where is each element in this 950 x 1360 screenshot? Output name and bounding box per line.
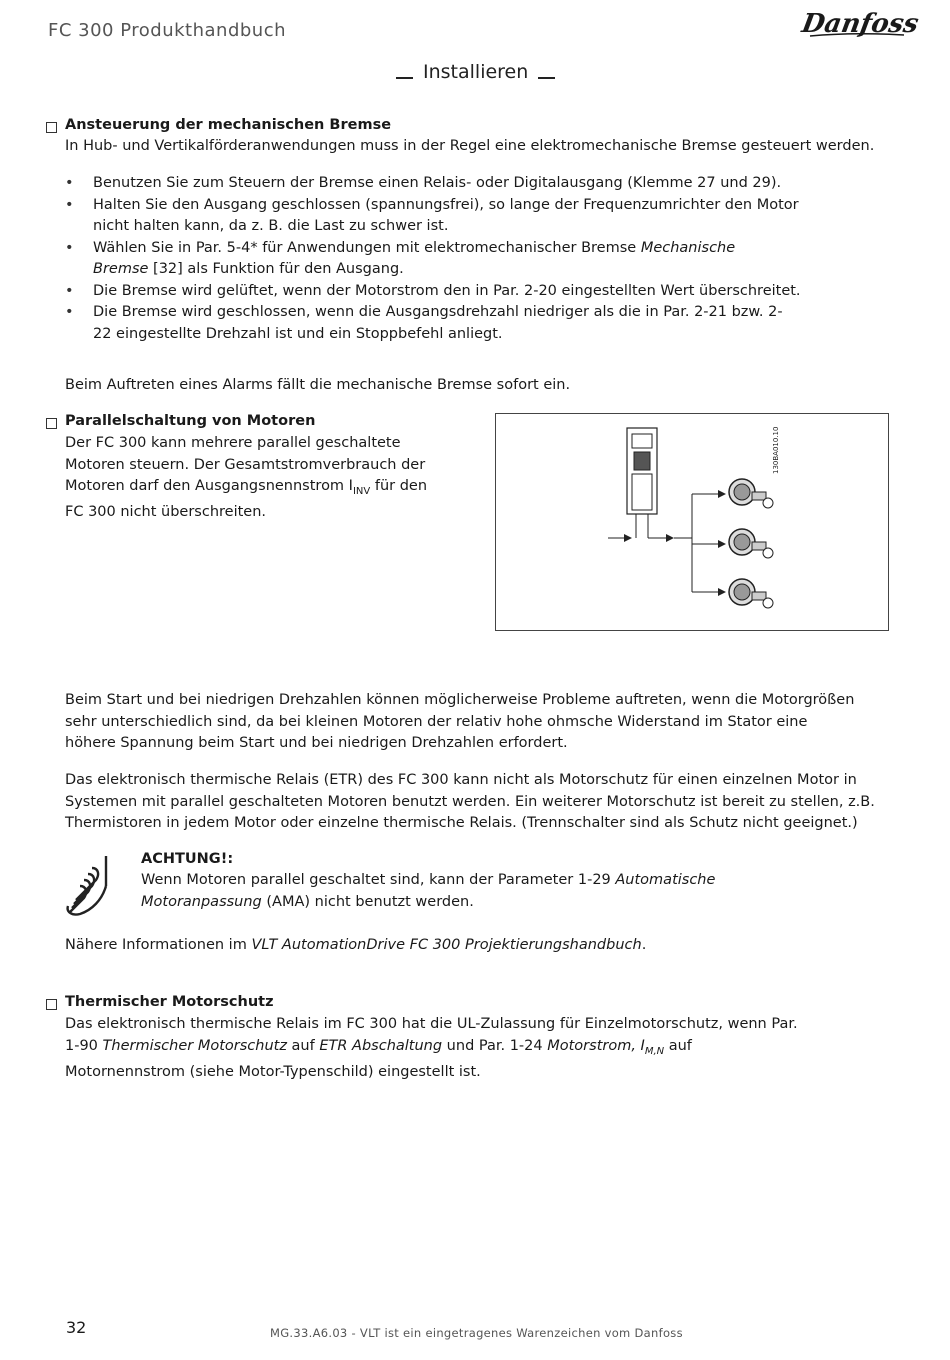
parallel-text-main: Der FC 300 kann mehrere parallel geschaltete Motoren steuern. Der Gesamtstromverbrauch der Motoren darf den Ausgangsnennstrom I <box>65 435 426 494</box>
thermal-text-part: Das elektronisch thermische Relais im FC 300 hat die UL-Zulassung für Einzelmotorschutz, wenn Par. 1-90 <box>65 1016 798 1054</box>
list-item: • Benutzen Sie zum Steuern der Bremse einen Relais- oder Digitalausgang (Klemme 27 und 29). <box>65 173 855 195</box>
list-item-text: Wählen Sie in Par. 5-4* für Anwendungen mit elektromechanischer Bremse <box>93 239 641 256</box>
thermal-text-part: auf <box>286 1037 320 1054</box>
list-item <box>65 195 823 238</box>
thermal-text-sub: M,N <box>644 1045 665 1057</box>
list-item: • Die Bremse wird gelüftet, wenn der Motorstrom den in Par. 2-20 eingestellten Wert überschreitet. <box>65 281 855 303</box>
more-info-italic: VLT AutomationDrive FC 300 Projektierungshandbuch <box>251 937 642 953</box>
pointing-hand-icon <box>62 852 114 918</box>
checkbox-bullet <box>46 418 57 429</box>
list-item-text: Halten Sie den Ausgang geschlossen (spannungsfrei), so lange der Frequenzumrichter den Motor nicht halten kann, da z. B. die Last zu schwer ist. <box>93 196 799 234</box>
page-number: 32 <box>66 1318 87 1337</box>
manual-title: FC 300 Produkthandbuch <box>48 20 287 41</box>
checkbox-bullet <box>46 122 57 133</box>
section-title <box>386 61 565 83</box>
thermal-text-part: auf Motornennstrom (siehe Motor-Typenschild) eingestellt ist. <box>65 1037 692 1080</box>
note-text-main: Wenn Motoren parallel geschaltet sind, kann der Parameter 1-29 <box>141 872 616 888</box>
more-info-end: . <box>641 937 647 953</box>
parallel-text <box>65 433 435 524</box>
parallel-heading: Parallelschaltung von Motoren <box>65 413 316 429</box>
etr-text: Das elektronisch thermische Relais (ETR) des FC 300 kann nicht als Motorschutz für einen einzelnen Motor in Systemen mit parallel geschalteten Motoren benutzt werden. Ein weiterer Motorschutz ist bereit zu stellen, z.B. Thermistoren in jedem Motor oder einzelne thermische Relais. (Trennschalter sind als Schutz nicht geeignet.) <box>65 772 875 831</box>
thermal-text-italic: ETR Abschaltung <box>319 1037 443 1054</box>
list-item <box>65 238 793 281</box>
parallel-text-sub: INV <box>352 485 371 497</box>
list-item-italic: Mechanische Bremse <box>93 239 736 277</box>
thermal-text-italic: Thermischer Motorschutz <box>102 1037 287 1054</box>
section-title-text: Installieren <box>423 61 529 83</box>
note-text-end: (AMA) nicht benutzt werden. <box>261 893 474 910</box>
title-dash-left <box>396 77 413 79</box>
parallel-motors-figure <box>495 413 889 631</box>
checkbox-bullet <box>46 999 57 1010</box>
list-item-text: [32] als Funktion für den Ausgang. <box>148 261 404 277</box>
note-text <box>141 870 781 913</box>
parallel-text-end: für den FC 300 nicht überschreiten. <box>65 478 428 521</box>
list-item <box>65 302 793 345</box>
list-item-text: Die Bremse wird geschlossen, wenn die Ausgangsdrehzahl niedriger als die in Par. 2-21 bzw. 2-22 eingestellte Drehzahl ist und ein Stoppbefehl anliegt. <box>93 304 783 342</box>
brake-intro: In Hub- und Vertikalförderanwendungen muss in der Regel eine elektromechanische Bremse gesteuert werden. <box>65 138 875 154</box>
thermal-text <box>65 1014 805 1083</box>
more-info-main: Nähere Informationen im <box>65 937 252 953</box>
start-text: Beim Start und bei niedrigen Drehzahlen können möglicherweise Probleme auftreten, wenn die Motorgrößen sehr unterschiedlich sind, da bei kleinen Motoren der relativ hohe ohmsche Widerstand im Stator eine höhere Spannung beim Start und bei niedrigen Drehzahlen erfordert. <box>65 692 855 751</box>
thermal-text-part: und Par. 1-24 <box>442 1037 548 1054</box>
footer-trademark: MG.33.A6.03 - VLT ist ein eingetragenes Warenzeichen vom Danfoss <box>270 1326 683 1340</box>
figure-code: 130BA010.10 <box>772 426 780 474</box>
brake-bullet-list <box>65 173 855 345</box>
danfoss-logo <box>799 2 921 44</box>
alarm-text: Beim Auftreten eines Alarms fällt die mechanische Bremse sofort ein. <box>65 377 571 393</box>
note-text-italic: Automatische Motoranpassung <box>141 872 716 910</box>
more-info-text <box>65 935 646 957</box>
motors-diagram <box>496 414 888 630</box>
title-dash-right <box>538 77 555 79</box>
thermal-text-italic: Motorstrom, I <box>547 1037 645 1054</box>
thermal-heading: Thermischer Motorschutz <box>65 994 274 1010</box>
svg-text:Danfoss: Danfoss <box>799 8 921 39</box>
brake-heading: Ansteuerung der mechanischen Bremse <box>65 117 392 133</box>
note-label: ACHTUNG!: <box>141 851 234 867</box>
